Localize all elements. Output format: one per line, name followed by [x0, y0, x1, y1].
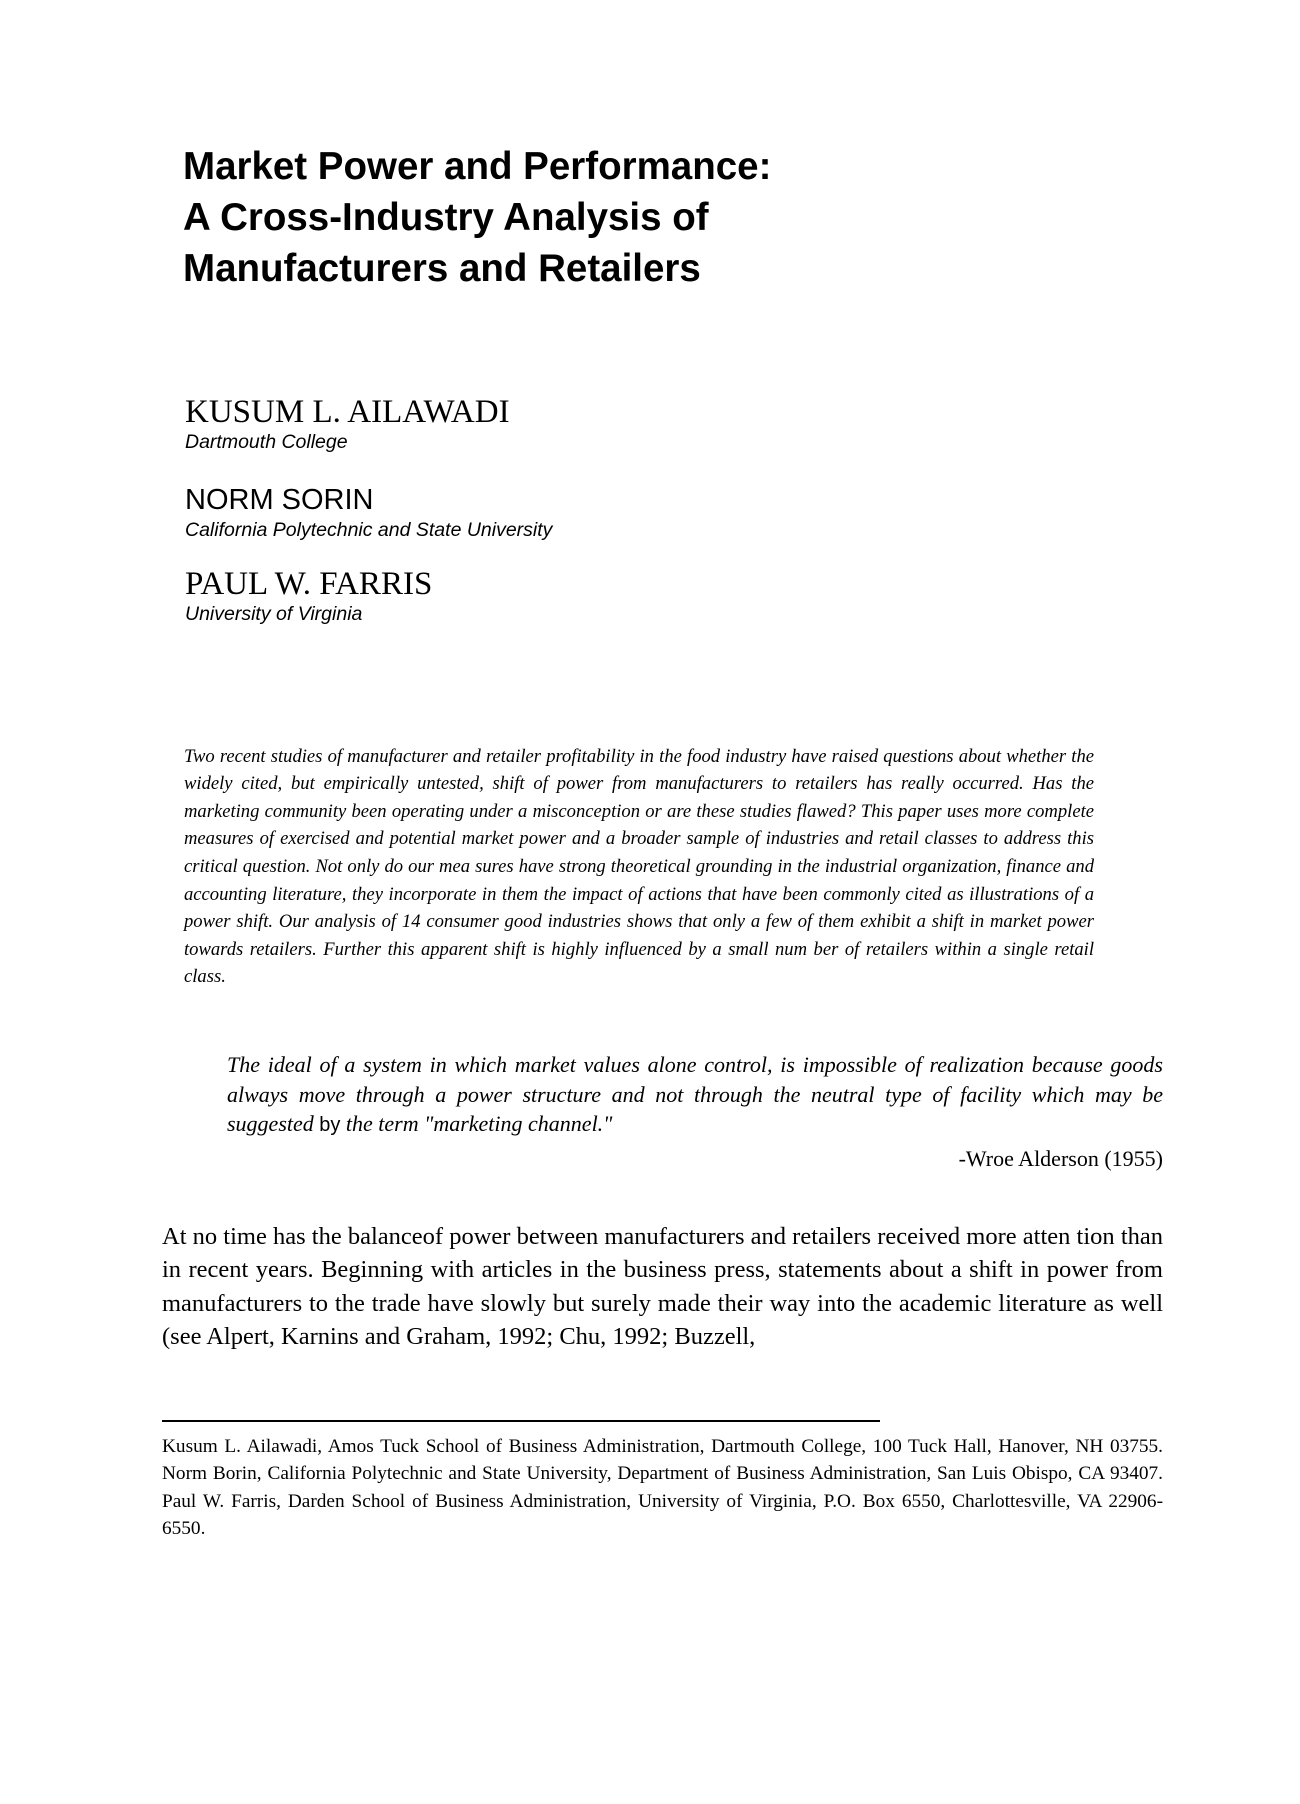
epigraph [227, 1050, 1163, 1175]
paper-title [183, 141, 983, 294]
footnote-divider [162, 1420, 880, 1422]
epigraph-attribution: -Wroe Alderson (1955) [958, 1145, 1163, 1171]
epigraph-quote-text-end: the term "marketing channel." [340, 1111, 613, 1136]
epigraph-quote [227, 1050, 1163, 1141]
author-block-2 [185, 482, 885, 542]
epigraph-quote-text: The ideal of a system in which market values alone control, is impossible of realization because goods always move through a power structure and not through the neutral type of facility which may be suggested [227, 1052, 1163, 1136]
title-line-2: A Cross-Industry Analysis of [183, 196, 709, 239]
author-name: PAUL W. FARRIS [185, 566, 433, 602]
author-affiliation: California Polytechnic and State University [185, 519, 553, 541]
author-block-1 [185, 394, 885, 454]
abstract: Two recent studies of manufacturer and retailer profitability in the food industry have raised questions about whether the widely cited, but empirically untested, shift of power from manufacturers to retailers has really occurred. Has the marketing community been operating under a misconception or are these studies flawed? This paper uses more complete measures of exercised and potential market power and a broader sample of industries and retail classes to address this critical question. Not only do our mea sures have strong theoretical grounding in the industrial organization, finance and accounting literature, they incorporate in them the impact of actions that have been commonly cited as illustrations of a power shift. Our analysis of 14 consumer good industries shows that only a few of them exhibit a shift in market power towards retailers. Further this apparent shift is highly influenced by a small num ber of retailers within a single retail class. [184, 745, 1094, 988]
footnote: Kusum L. Ailawadi, Amos Tuck School of Business Administration, Dartmouth College, 100 Tuck Hall, Hanover, NH 03755. Norm Borin, California Polytechnic and State University, Department of Business Administration, San Luis Obispo, CA 93407. Paul W. Farris, Darden School of Business Administration, University of Virginia, P.O. Box 6550, Charlottesville, VA 22906-6550. [162, 1436, 1163, 1539]
body-paragraph: At no time has the balanceof power between manufacturers and retailers received more atten tion than in recent years. Beginning with articles in the business press, statements about a shift in power from manufacturers to the trade have slowly but surely made their way into the academic literature as well (see Alpert, Karnins and Graham, 1992; Chu, 1992; Buzzell, [162, 1223, 1163, 1351]
author-affiliation: Dartmouth College [185, 431, 348, 453]
author-block-3 [185, 566, 885, 626]
author-affiliation: University of Virginia [185, 603, 363, 625]
title-line-1: Market Power and Performance: [183, 145, 772, 188]
author-name: KUSUM L. AILAWADI [185, 394, 510, 430]
title-line-3: Manufacturers and Retailers [183, 247, 701, 290]
author-name: NORM SORIN [185, 484, 374, 516]
epigraph-quote-by: by [319, 1114, 341, 1136]
